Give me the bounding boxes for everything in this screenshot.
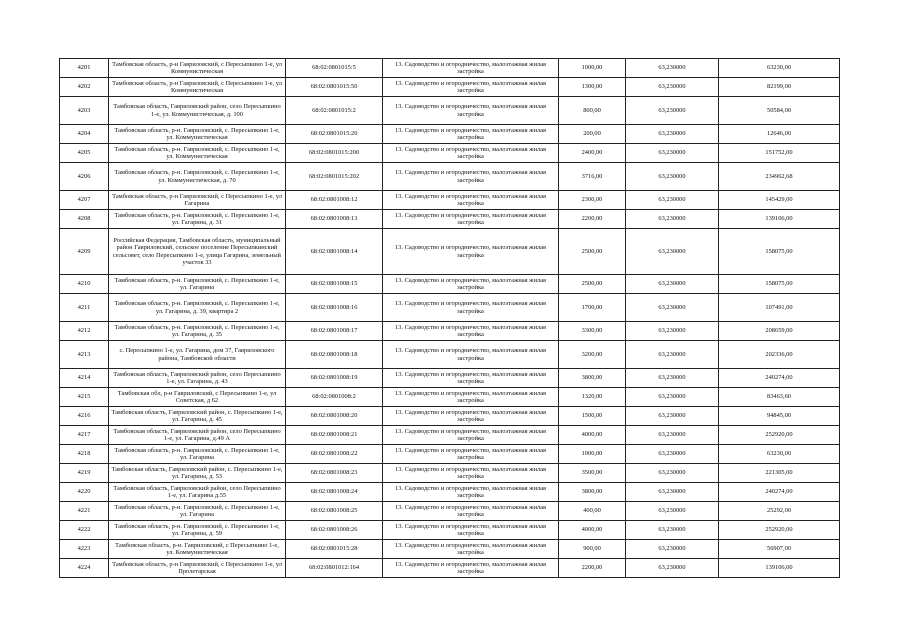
area-cell: 1500,00 (559, 407, 626, 426)
cadastral-rate-cell: 63,230000 (626, 388, 719, 407)
cadastral-number-cell: 68:02:0801008:22 (286, 445, 383, 464)
cadastral-number-cell: 68:02:0801008:26 (286, 521, 383, 540)
row-number-cell: 4218 (60, 445, 109, 464)
land-parcel-table (59, 58, 840, 578)
cadastral-rate-cell: 63,230000 (626, 210, 719, 229)
cadastral-value-cell: 252920,00 (719, 426, 840, 445)
row-number-cell: 4219 (60, 464, 109, 483)
land-use-cell: 13. Садоводство и огородничество, малоэтажная жилая застройка (383, 210, 559, 229)
land-use-cell: 13. Садоводство и огородничество, малоэтажная жилая застройка (383, 388, 559, 407)
cadastral-rate-cell: 63,230000 (626, 521, 719, 540)
area-cell: 1700,00 (559, 294, 626, 322)
cadastral-number-cell: 68:02:0801012:164 (286, 559, 383, 578)
row-number-cell: 4201 (60, 59, 109, 78)
row-number-cell: 4209 (60, 229, 109, 275)
cadastral-rate-cell: 63,230000 (626, 275, 719, 294)
table-row (60, 369, 840, 388)
table-row (60, 78, 840, 97)
cadastral-number-cell: 68:02:0801008:16 (286, 294, 383, 322)
area-cell: 2400,00 (559, 144, 626, 163)
area-cell: 800,00 (559, 97, 626, 125)
row-number-cell: 4206 (60, 163, 109, 191)
land-use-cell: 13. Садоводство и огородничество, малоэтажная жилая застройка (383, 445, 559, 464)
area-cell: 4000,00 (559, 521, 626, 540)
table (59, 58, 840, 578)
land-use-cell: 13. Садоводство и огородничество, малоэтажная жилая застройка (383, 144, 559, 163)
cadastral-value-cell: 94845,00 (719, 407, 840, 426)
cadastral-rate-cell: 63,230000 (626, 369, 719, 388)
area-cell: 3716,00 (559, 163, 626, 191)
table-row (60, 125, 840, 144)
cadastral-rate-cell: 63,230000 (626, 559, 719, 578)
table-row (60, 144, 840, 163)
land-use-cell: 13. Садоводство и огородничество, малоэтажная жилая застройка (383, 229, 559, 275)
cadastral-value-cell: 139106,00 (719, 210, 840, 229)
table-row (60, 229, 840, 275)
table-row (60, 502, 840, 521)
table-row (60, 540, 840, 559)
table-row (60, 210, 840, 229)
address-cell: Тамбовская область, Гавриловский район, село Пересыпкино 1-е, ул. Гагарина, д.49 А (109, 426, 286, 445)
cadastral-rate-cell: 63,230000 (626, 191, 719, 210)
area-cell: 900,00 (559, 540, 626, 559)
cadastral-number-cell: 68:02:0801008:19 (286, 369, 383, 388)
cadastral-number-cell: 68:02:0801008:13 (286, 210, 383, 229)
row-number-cell: 4208 (60, 210, 109, 229)
cadastral-rate-cell: 63,230000 (626, 483, 719, 502)
row-number-cell: 4223 (60, 540, 109, 559)
row-number-cell: 4224 (60, 559, 109, 578)
land-use-cell: 13. Садоводство и огородничество, малоэтажная жилая застройка (383, 483, 559, 502)
area-cell: 3800,00 (559, 483, 626, 502)
row-number-cell: 4215 (60, 388, 109, 407)
table-row (60, 275, 840, 294)
row-number-cell: 4217 (60, 426, 109, 445)
cadastral-number-cell: 68:02:0801015:200 (286, 144, 383, 163)
cadastral-value-cell: 252920,00 (719, 521, 840, 540)
table-row (60, 521, 840, 540)
table-row (60, 294, 840, 322)
cadastral-value-cell: 145429,00 (719, 191, 840, 210)
area-cell: 400,00 (559, 502, 626, 521)
row-number-cell: 4210 (60, 275, 109, 294)
cadastral-value-cell: 63230,00 (719, 445, 840, 464)
cadastral-value-cell: 12646,00 (719, 125, 840, 144)
table-row (60, 97, 840, 125)
cadastral-rate-cell: 63,230000 (626, 445, 719, 464)
area-cell: 3300,00 (559, 322, 626, 341)
cadastral-rate-cell: 63,230000 (626, 407, 719, 426)
cadastral-value-cell: 240274,00 (719, 483, 840, 502)
cadastral-number-cell: 68:02:0801008:24 (286, 483, 383, 502)
cadastral-number-cell: 68:02:0801008:14 (286, 229, 383, 275)
cadastral-value-cell: 82199,00 (719, 78, 840, 97)
table-row (60, 163, 840, 191)
address-cell: Тамбовская область, р-н. Гавриловский, с. Пересыпкино 1-е, ул. Гагарина, д. 39, квартира 2 (109, 294, 286, 322)
table-row (60, 322, 840, 341)
address-cell: Тамбовская область, р-н Гавриловский, с Пересыпкино 1-е, ул Пролетарская (109, 559, 286, 578)
address-cell: Тамбовская область, р-н. Гавриловский, с Пересыпкино 1-е, ул. Коммунистическая (109, 540, 286, 559)
row-number-cell: 4212 (60, 322, 109, 341)
area-cell: 1000,00 (559, 59, 626, 78)
land-use-cell: 13. Садоводство и огородничество, малоэтажная жилая застройка (383, 125, 559, 144)
area-cell: 2200,00 (559, 210, 626, 229)
cadastral-rate-cell: 63,230000 (626, 322, 719, 341)
cadastral-rate-cell: 63,230000 (626, 144, 719, 163)
cadastral-number-cell: 68:02:0801008:15 (286, 275, 383, 294)
land-use-cell: 13. Садоводство и огородничество, малоэтажная жилая застройка (383, 502, 559, 521)
table-row (60, 388, 840, 407)
area-cell: 2300,00 (559, 191, 626, 210)
cadastral-number-cell: 68:02:0801015:5 (286, 59, 383, 78)
land-use-cell: 13. Садоводство и огородничество, малоэтажная жилая застройка (383, 59, 559, 78)
cadastral-rate-cell: 63,230000 (626, 78, 719, 97)
land-use-cell: 13. Садоводство и огородничество, малоэтажная жилая застройка (383, 341, 559, 369)
table-row (60, 59, 840, 78)
area-cell: 3200,00 (559, 341, 626, 369)
land-use-cell: 13. Садоводство и огородничество, малоэтажная жилая застройка (383, 322, 559, 341)
cadastral-number-cell: 68:02:0801015:202 (286, 163, 383, 191)
land-use-cell: 13. Садоводство и огородничество, малоэтажная жилая застройка (383, 163, 559, 191)
area-cell: 3800,00 (559, 369, 626, 388)
cadastral-value-cell: 221305,00 (719, 464, 840, 483)
address-cell: Тамбовская область, р-н. Гавриловский, с. Пересыпкино 1-е, ул. Гагарина, д. 35 (109, 322, 286, 341)
address-cell: Тамбовская область, Гавриловский район, с. Пересыпкино 1-е, ул. Гагарина, д. 45 (109, 407, 286, 426)
row-number-cell: 4203 (60, 97, 109, 125)
address-cell: с. Пересыпкино 1-е, ул. Гагарина, дом 37, Гавриловского района, Тамбовской области (109, 341, 286, 369)
land-use-cell: 13. Садоводство и огородничество, малоэтажная жилая застройка (383, 559, 559, 578)
row-number-cell: 4221 (60, 502, 109, 521)
cadastral-value-cell: 25292,00 (719, 502, 840, 521)
row-number-cell: 4216 (60, 407, 109, 426)
address-cell: Тамбовская обл, р-н Гавриловский, с Пересыпкино 1-е, ул Советская, д 62 (109, 388, 286, 407)
row-number-cell: 4202 (60, 78, 109, 97)
address-cell: Тамбовская область, р-н Гавриловский, с Пересыпкино 1-е, ул Коммунистическая (109, 78, 286, 97)
row-number-cell: 4213 (60, 341, 109, 369)
cadastral-number-cell: 68:02:0801015:28 (286, 540, 383, 559)
row-number-cell: 4211 (60, 294, 109, 322)
land-use-cell: 13. Садоводство и огородничество, малоэтажная жилая застройка (383, 407, 559, 426)
cadastral-value-cell: 139106,00 (719, 559, 840, 578)
land-use-cell: 13. Садоводство и огородничество, малоэтажная жилая застройка (383, 294, 559, 322)
cadastral-number-cell: 68:02:0801008:17 (286, 322, 383, 341)
cadastral-rate-cell: 63,230000 (626, 125, 719, 144)
table-row (60, 426, 840, 445)
cadastral-number-cell: 68:02:0801015:50 (286, 78, 383, 97)
area-cell: 2500,00 (559, 275, 626, 294)
land-use-cell: 13. Садоводство и огородничество, малоэтажная жилая застройка (383, 97, 559, 125)
address-cell: Тамбовская область, р-н. Гавриловский, с. Пересыпкино 1-е, ул. Гагарина, д. 59 (109, 521, 286, 540)
cadastral-number-cell: 68:02:0801015:2 (286, 97, 383, 125)
cadastral-number-cell: 68:02:0801008:23 (286, 464, 383, 483)
table-row (60, 483, 840, 502)
address-cell: Тамбовская область, р-н Гавриловский, с Пересыпкино 1-е, ул Коммунистическая (109, 59, 286, 78)
cadastral-value-cell: 240274,00 (719, 369, 840, 388)
cadastral-value-cell: 83463,60 (719, 388, 840, 407)
cadastral-number-cell: 68:02:0801008:12 (286, 191, 383, 210)
land-use-cell: 13. Садоводство и огородничество, малоэтажная жилая застройка (383, 369, 559, 388)
row-number-cell: 4204 (60, 125, 109, 144)
cadastral-value-cell: 158075,00 (719, 275, 840, 294)
table-row (60, 407, 840, 426)
cadastral-value-cell: 202336,00 (719, 341, 840, 369)
land-use-cell: 13. Садоводство и огородничество, малоэтажная жилая застройка (383, 191, 559, 210)
address-cell: Тамбовская область, р-н. Гавриловский, с. Пересыпкино 1-е, ул. Гагарина (109, 275, 286, 294)
row-number-cell: 4214 (60, 369, 109, 388)
cadastral-number-cell: 68:02:0801008:20 (286, 407, 383, 426)
cadastral-number-cell: 68:02:0801008:25 (286, 502, 383, 521)
cadastral-rate-cell: 63,230000 (626, 294, 719, 322)
address-cell: Тамбовская область, р-н. Гавриловский, с. Пересыпкино 1-е, ул. Коммунистическая (109, 144, 286, 163)
address-cell: Тамбовская область, р-н. Гавриловский, с. Пересыпкино 1-е, ул. Гагарина (109, 445, 286, 464)
address-cell: Тамбовская область, Гавриловский район, село Пересыпкино 1-е, ул. Коммунистическая, д. 100 (109, 97, 286, 125)
cadastral-rate-cell: 63,230000 (626, 464, 719, 483)
area-cell: 2500,00 (559, 229, 626, 275)
cadastral-rate-cell: 63,230000 (626, 341, 719, 369)
land-use-cell: 13. Садоводство и огородничество, малоэтажная жилая застройка (383, 275, 559, 294)
land-use-cell: 13. Садоводство и огородничество, малоэтажная жилая застройка (383, 426, 559, 445)
table-row (60, 464, 840, 483)
address-cell: Российская Федерация, Тамбовская область, муниципальный район Гавриловский, сельское поселение Пересыпкинский сельсовет, село Пересыпкино 1-е, улица Гагарина, земельный участок 33 (109, 229, 286, 275)
row-number-cell: 4207 (60, 191, 109, 210)
area-cell: 1320,00 (559, 388, 626, 407)
area-cell: 1000,00 (559, 445, 626, 464)
cadastral-rate-cell: 63,230000 (626, 229, 719, 275)
table-row (60, 445, 840, 464)
cadastral-number-cell: 68:02:0801008:2 (286, 388, 383, 407)
cadastral-rate-cell: 63,230000 (626, 426, 719, 445)
cadastral-rate-cell: 63,230000 (626, 502, 719, 521)
table-row (60, 341, 840, 369)
cadastral-number-cell: 68:02:0801008:18 (286, 341, 383, 369)
cadastral-value-cell: 158075,00 (719, 229, 840, 275)
cadastral-rate-cell: 63,230000 (626, 163, 719, 191)
cadastral-number-cell: 68:02:0801008:21 (286, 426, 383, 445)
land-use-cell: 13. Садоводство и огородничество, малоэтажная жилая застройка (383, 521, 559, 540)
cadastral-value-cell: 50584,00 (719, 97, 840, 125)
cadastral-value-cell: 63230,00 (719, 59, 840, 78)
cadastral-value-cell: 56907,00 (719, 540, 840, 559)
cadastral-rate-cell: 63,230000 (626, 97, 719, 125)
land-use-cell: 13. Садоводство и огородничество, малоэтажная жилая застройка (383, 78, 559, 97)
area-cell: 2200,00 (559, 559, 626, 578)
cadastral-value-cell: 234962,68 (719, 163, 840, 191)
row-number-cell: 4205 (60, 144, 109, 163)
cadastral-rate-cell: 63,230000 (626, 59, 719, 78)
table-row (60, 191, 840, 210)
address-cell: Тамбовская область, р-н. Гавриловский, с. Пересыпкино 1-е, ул. Коммунистическая (109, 125, 286, 144)
address-cell: Тамбовская область, Гавриловский район, село Пересыпкино 1-е, ул. Гагарина д.55 (109, 483, 286, 502)
cadastral-rate-cell: 63,230000 (626, 540, 719, 559)
address-cell: Тамбовская область, р-н. Гавриловский, с. Пересыпкино 1-е, ул. Гагарина (109, 502, 286, 521)
address-cell: Тамбовская область, Гавриловский район, с. Пересыпкино 1-е, ул. Гагарина, д. 53 (109, 464, 286, 483)
land-use-cell: 13. Садоводство и огородничество, малоэтажная жилая застройка (383, 464, 559, 483)
cadastral-value-cell: 208659,00 (719, 322, 840, 341)
area-cell: 3500,00 (559, 464, 626, 483)
address-cell: Тамбовская область, р-н. Гавриловский, с. Пересыпкино 1-е, ул. Коммунистическая, д. 70 (109, 163, 286, 191)
area-cell: 200,00 (559, 125, 626, 144)
row-number-cell: 4220 (60, 483, 109, 502)
land-use-cell: 13. Садоводство и огородничество, малоэтажная жилая застройка (383, 540, 559, 559)
table-row (60, 559, 840, 578)
address-cell: Тамбовская область, р-н Гавриловский, с Пересыпкино 1-е, ул Гагарина (109, 191, 286, 210)
address-cell: Тамбовская область, р-н. Гавриловский, с. Пересыпкино 1-е, ул. Гагарина, д. 31 (109, 210, 286, 229)
cadastral-value-cell: 151752,00 (719, 144, 840, 163)
cadastral-value-cell: 107491,00 (719, 294, 840, 322)
area-cell: 1300,00 (559, 78, 626, 97)
address-cell: Тамбовская область, Гавриловский район, село Пересыпкино 1-е, ул. Гагарина, д. 43 (109, 369, 286, 388)
cadastral-number-cell: 68:02:0801015:20 (286, 125, 383, 144)
area-cell: 4000,00 (559, 426, 626, 445)
row-number-cell: 4222 (60, 521, 109, 540)
